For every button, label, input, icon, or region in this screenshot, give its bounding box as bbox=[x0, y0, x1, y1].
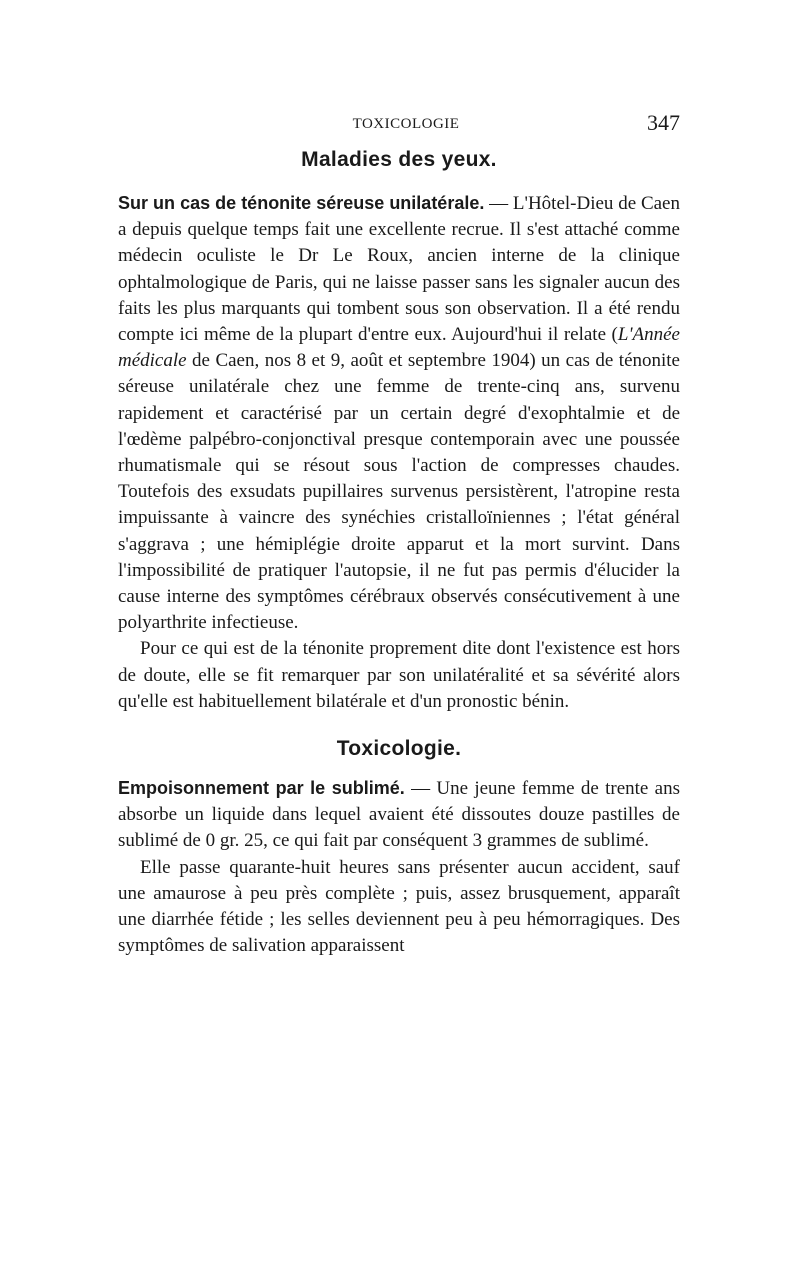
journal-title: L'Année médicale bbox=[118, 324, 680, 372]
article-tenonite-paragraph-2: Pour ce qui est de la ténonite proprement dite dont l'existence est hors de doute, elle se fit remarquer par son unilatéralité et sa sévérité alors qu'elle est habituellement bilatérale et d'un pronostic bénin. bbox=[118, 638, 680, 712]
article-tenonite-title: Sur un cas de ténonite séreuse unilatérale. bbox=[118, 193, 485, 213]
article-tenonite-text-b: de Caen, nos 8 et 9, août et septembre 1904) un cas de ténonite séreuse unilatérale chez une femme de trente-cinq ans, survenu rapidement et caractérisé par un certain degré d'exophtalmie et de l'œdème palpébro-conjonctival presque contemporain avec une poussée rhumatismale qui se résout sous l'action de compresses chaudes. Toutefois des exsudats pupillaires survenus persistèrent, l'atropine resta impuissante à vaincre des synéchies cristalloïniennes ; l'état général s'aggrava ; une hémiplégie droite apparut et la mort survint. Dans l'impossibilité de pratiquer l'autopsie, il ne fut pas permis d'élucider la cause interne des symptômes cérébraux observés consécutivement à une polyarthrite infectieuse. bbox=[118, 350, 680, 634]
section-heading-eye-diseases: Maladies des yeux. bbox=[301, 148, 497, 171]
article-sublime-title: Empoisonnement par le sublimé. bbox=[118, 778, 405, 799]
article-sublime-text: — Une jeune femme de trente ans absorbe un liquide dans lequel avaient été dissoutes douze pastilles de sublimé de 0 gr. 25, ce qui fait par conséquent 3 grammes de sublimé. bbox=[118, 778, 680, 852]
section-heading-toxicology: Toxicologie. bbox=[336, 737, 462, 761]
article-sublime-paragraph-1 bbox=[118, 775, 680, 855]
article-sublime-paragraph-2: Elle passe quarante-huit heures sans présenter aucun accident, sauf une amaurose à peu près complète ; puis, assez brusquement, apparaît une diarrhée fétide ; les selles deviennent peu à peu hémorragiques. Des symptômes de salivation apparaissent bbox=[118, 856, 680, 957]
running-title: TOXICOLOGIE bbox=[352, 116, 460, 132]
book-page bbox=[118, 104, 680, 959]
article-tenonite-text-a: — L'Hôtel-Dieu de Caen a depuis quelque temps fait une excellente recrue. Il s'est attaché comme médecin oculiste le Dr Le Roux, ancien interne de la clinique ophtalmologique de Paris, qui ne laisse passer sans les signaler aucun des faits les plus marquants qui tombent sous son observation. Il a été rendu compte ici même de la plupart d'entre eux. Aujourd'hui il relate ( bbox=[118, 193, 680, 346]
page-number: 347 bbox=[647, 110, 680, 135]
article-tenonite-paragraph-1 bbox=[118, 190, 680, 636]
running-header bbox=[118, 104, 680, 144]
